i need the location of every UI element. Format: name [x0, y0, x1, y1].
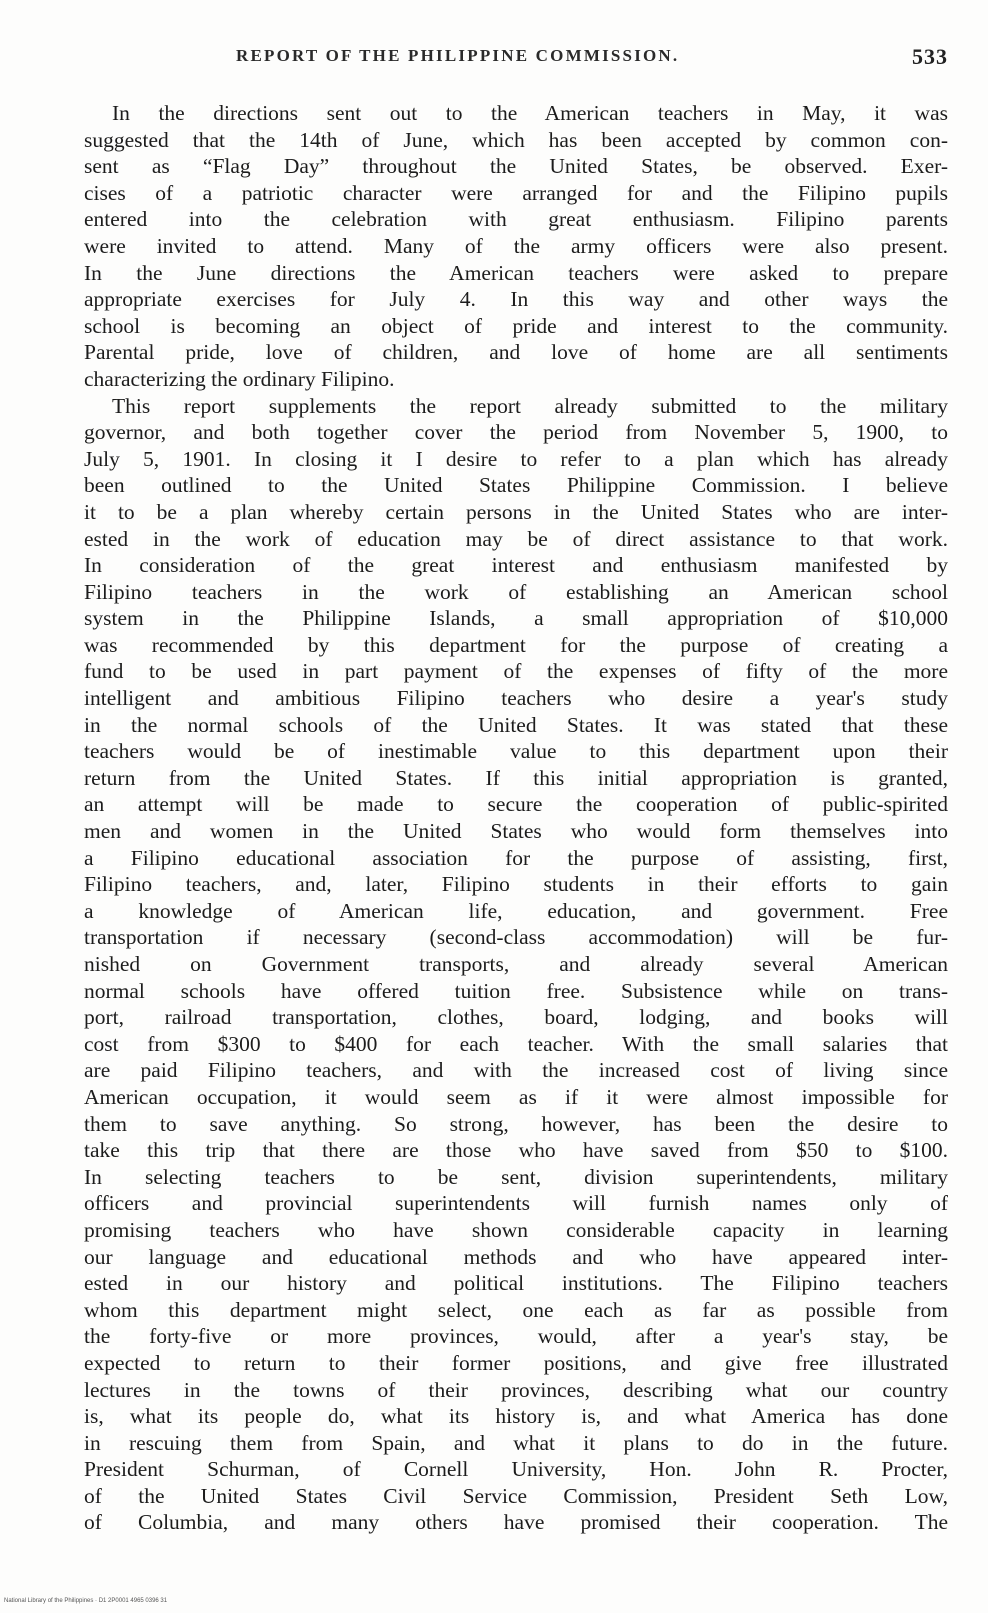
imprint-footer: National Library of the Philippines · D1 2P0001 4965 0396 31	[4, 1598, 168, 1604]
text-line: teachers would be of inestimable value to this department upon their	[84, 739, 948, 764]
text-line: of the United States Civil Service Commission, President Seth Low,	[84, 1483, 948, 1508]
text-line: Filipino teachers, and, later, Filipino students in their efforts to gain	[84, 872, 948, 897]
text-line: were invited to attend. Many of the army officers were also present.	[84, 233, 948, 258]
text-line: July 5, 1901. In closing it I desire to refer to a plan which has already	[84, 446, 948, 471]
text-line: men and women in the United States who would form themselves into	[84, 819, 948, 844]
text-line: is, what its people do, what its history is, and what America has done	[84, 1404, 948, 1429]
text-line: In the June directions the American teachers were asked to prepare	[84, 260, 948, 285]
text-line: promising teachers who have shown considerable capacity in learning	[84, 1217, 948, 1242]
text-line: appropriate exercises for July 4. In this way and other ways the	[84, 287, 948, 312]
page-number: 533	[912, 44, 948, 69]
text-line: governor, and both together cover the period from November 5, 1900, to	[84, 420, 948, 445]
text-line: lectures in the towns of their provinces, describing what our country	[84, 1377, 948, 1402]
text-line: nished on Government transports, and already several American	[84, 952, 948, 976]
text-line: intelligent and ambitious Filipino teachers who desire a year's study	[84, 686, 948, 711]
text-line: them to save anything. So strong, however, has been the desire to	[84, 1111, 948, 1136]
text-line: transportation if necessary (second-class accommodation) will be fur-	[84, 925, 948, 950]
text-line: officers and provincial superintendents will furnish names only of	[84, 1191, 948, 1216]
text-line: In consideration of the great interest and enthusiasm manifested by	[84, 553, 948, 578]
text-line: In selecting teachers to be sent, division superintendents, military	[84, 1164, 948, 1189]
text-line: whom this department might select, one each as far as possible from	[84, 1297, 948, 1322]
running-title: REPORT OF THE PHILIPPINE COMMISSION.	[236, 46, 680, 65]
text-line: In the directions sent out to the American teachers in May, it was	[112, 101, 948, 125]
text-line: system in the Philippine Islands, a small appropriation of $10,000	[84, 606, 948, 631]
body-text	[84, 100, 948, 1536]
text-line: This report supplements the report already submitted to the military	[112, 393, 948, 418]
text-line: an attempt will be made to secure the cooperation of public-spirited	[84, 792, 948, 817]
text-line: in the normal schools of the United States. It was stated that these	[84, 712, 948, 737]
text-line: take this trip that there are those who have saved from $50 to $100.	[84, 1138, 948, 1163]
text-line: was recommended by this department for the purpose of creating a	[84, 632, 948, 657]
text-line: Filipino teachers in the work of establishing an American school	[84, 579, 948, 604]
text-line: fund to be used in part payment of the expenses of fifty of the more	[84, 659, 948, 684]
text-line: sent as “Flag Day” throughout the United States, be observed. Exer-	[84, 154, 948, 179]
text-line: Parental pride, love of children, and love of home are all sentiments	[84, 340, 948, 365]
text-line: of Columbia, and many others have promised their cooperation. The	[84, 1510, 948, 1535]
text-line: characterizing the ordinary Filipino.	[84, 366, 395, 391]
text-line: been outlined to the United States Philippine Commission. I believe	[84, 473, 948, 498]
text-line: expected to return to their former positions, and give free illustrated	[84, 1350, 948, 1375]
text-line: normal schools have offered tuition free. Subsistence while on trans-	[84, 978, 948, 1003]
text-line: ested in our history and political institutions. The Filipino teachers	[84, 1271, 948, 1296]
text-line: school is becoming an object of pride and interest to the community.	[84, 313, 948, 338]
text-line: cost from $300 to $400 for each teacher. With the small salaries that	[84, 1031, 948, 1056]
text-line: entered into the celebration with great enthusiasm. Filipino parents	[84, 207, 948, 232]
text-line: President Schurman, of Cornell University, Hon. John R. Procter,	[84, 1457, 948, 1482]
running-head	[84, 44, 948, 74]
text-line: are paid Filipino teachers, and with the increased cost of living since	[84, 1058, 948, 1083]
text-line: suggested that the 14th of June, which has been accepted by common con-	[84, 127, 948, 152]
text-line: cises of a patriotic character were arranged for and the Filipino pupils	[84, 180, 948, 205]
text-line: a knowledge of American life, education, and government. Free	[84, 898, 948, 923]
text-line: return from the United States. If this initial appropriation is granted,	[84, 765, 948, 790]
text-line: the forty-five or more provinces, would, after a year's stay, be	[84, 1324, 948, 1349]
text-line: in rescuing them from Spain, and what it plans to do in the future.	[84, 1430, 948, 1455]
text-line: ested in the work of education may be of direct assistance to that work.	[84, 526, 948, 551]
text-line: American occupation, it would seem as if it were almost impossible for	[84, 1084, 948, 1109]
text-line: our language and educational methods and who have appeared inter-	[84, 1244, 948, 1269]
text-line: port, railroad transportation, clothes, board, lodging, and books will	[84, 1005, 948, 1030]
text-line: it to be a plan whereby certain persons in the United States who are inter-	[84, 499, 948, 524]
text-line: a Filipino educational association for the purpose of assisting, first,	[84, 845, 948, 870]
